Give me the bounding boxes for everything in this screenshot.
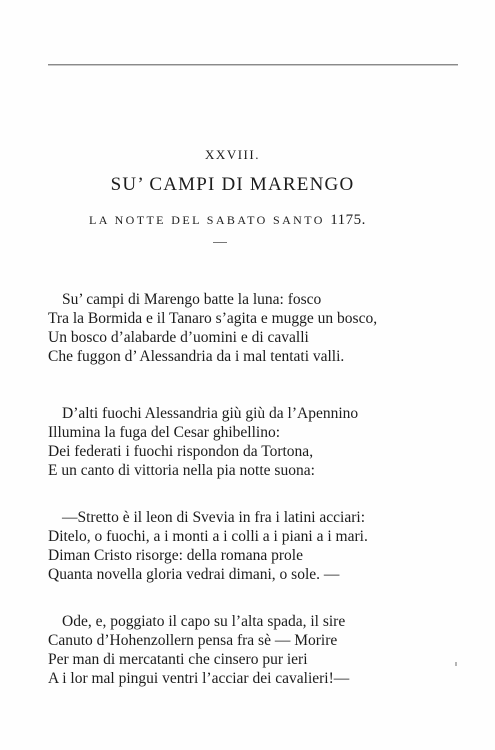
verse-line: Canuto d’Hohenzollern pensa fra sè — Morire [48,632,338,649]
stanza-2 [48,404,468,480]
verse-line: A i lor mal pingui ventri l’acciar dei cavalieri!— [48,670,350,687]
stanza-1 [48,290,468,366]
paper-speck [455,662,457,666]
verse-line: D’alti fuochi Alessandria giù giù da l’Apennino [62,405,359,422]
stanza-3 [48,508,468,584]
verse-line: Illumina la fuga del Cesar ghibellino: [48,424,281,441]
stanza-4 [48,612,468,688]
verse-line: Su’ campi di Marengo batte la luna: fosco [62,291,322,308]
poem-subtitle [0,212,455,229]
verse-line: Diman Cristo risorge: della romana prole [48,547,303,564]
verse-line: Tra la Bormida e il Tanaro s’agita e mugge un bosco, [48,310,378,327]
subtitle-year: 1175. [330,212,366,228]
verse-line: Quanta novella gloria vedrai dimani, o sole. — [48,566,340,583]
verse-line: Dei federati i fuochi rispondon da Tortona, [48,443,314,460]
verse-line: Un bosco d’alabarde d’uomini e di cavalli [48,329,309,346]
poem-title: SU’ CAMPI DI MARENGO [110,174,355,195]
verse-line: E un canto di vittoria nella pia notte suona: [48,462,315,479]
verse-line: Ode, e, poggiato il capo su l’alta spada, il sire [62,613,346,630]
verse-line: Ditelo, o fuochi, a i monti a i colli a i piani a i mari. [48,528,368,545]
poem-number: XXVIII. [205,147,260,162]
verse-line: Per man di mercatanti che cinsero pur ieri [48,651,308,668]
verse-line: —Stretto è il leon di Svevia in fra i latini acciari: [62,509,366,526]
subtitle-text: LA NOTTE DEL SABATO SANTO [89,213,325,227]
header-rule [48,64,458,65]
verse-line: Che fuggon d’ Alessandria da i mal tentati valli. [48,348,345,365]
title-ornament-rule [213,242,227,243]
